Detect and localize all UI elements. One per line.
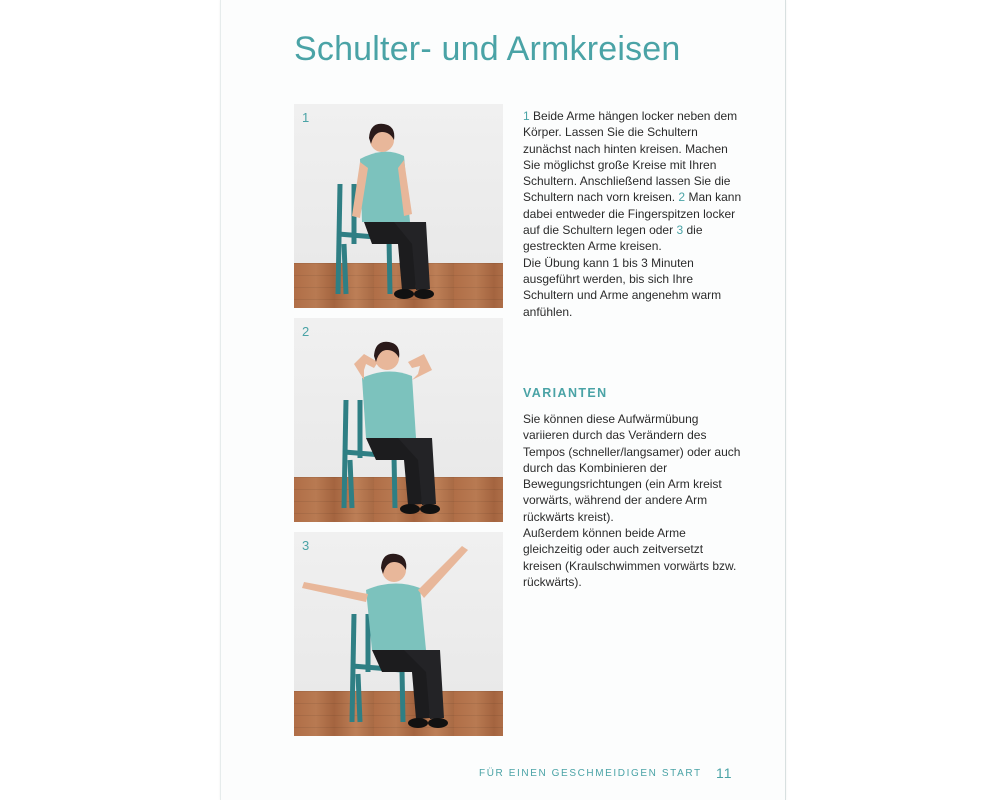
variants-paragraph-1: Sie können diese Aufwärmübung variieren durch das Verändern des Tempos (schneller/langsamer) oder auch durch das Kombinieren der Bewegungsrichtungen (ein Arm kreist vorwärts, während der andere Arm rückwärts kreist). (523, 412, 741, 524)
step-text-3: die gestreckten Arme kreisen. (523, 223, 703, 254)
step-text-2: Man kann dabei entweder die Fingerspitzen locker auf die Schultern legen oder (523, 190, 742, 238)
step-text-1: Beide Arme hängen locker neben dem Körper. Lassen Sie die Schultern zunächst nach hinten kreisen. Machen Sie möglichst große Kreise mit Ihren Schultern. Anschließend lassen Sie die Schultern nach vorn kreisen. (523, 109, 738, 205)
photo-number-3: 3 (302, 538, 310, 553)
step-number-2: 2 (678, 190, 686, 205)
exercise-photo-3 (294, 532, 503, 736)
book-page (220, 0, 786, 800)
duration-paragraph: Die Übung kann 1 bis 3 Minuten ausgeführt werden, bis sich Ihre Schultern und Arme angenehm warm anfühlen. (523, 255, 722, 319)
variants-heading: VARIANTEN (523, 386, 608, 400)
variants-paragraph-2: Außerdem können beide Arme gleichzeitig oder auch zeitversetzt kreisen (Kraulschwimmen vorwärts bzw. rückwärts). (523, 526, 737, 589)
instruction-paragraph (523, 108, 745, 255)
photo-number-1: 1 (302, 110, 310, 125)
step-number-1: 1 (523, 109, 530, 123)
running-head: FÜR EINEN GESCHMEIDIGEN START (479, 768, 702, 779)
instruction-text (523, 108, 745, 320)
exercise-photo-2 (294, 318, 503, 522)
person-seated-hands-on-shoulders-illustration (294, 318, 503, 522)
photo-number-2: 2 (302, 324, 310, 339)
variants-text (523, 411, 745, 590)
page-number: 11 (716, 765, 733, 781)
step-number-3: 3 (676, 223, 684, 238)
person-seated-arms-down-illustration (294, 104, 503, 308)
page-title: Schulter- und Armkreisen (294, 30, 681, 68)
person-seated-arms-extended-illustration (294, 532, 503, 736)
exercise-photo-1 (294, 104, 503, 308)
